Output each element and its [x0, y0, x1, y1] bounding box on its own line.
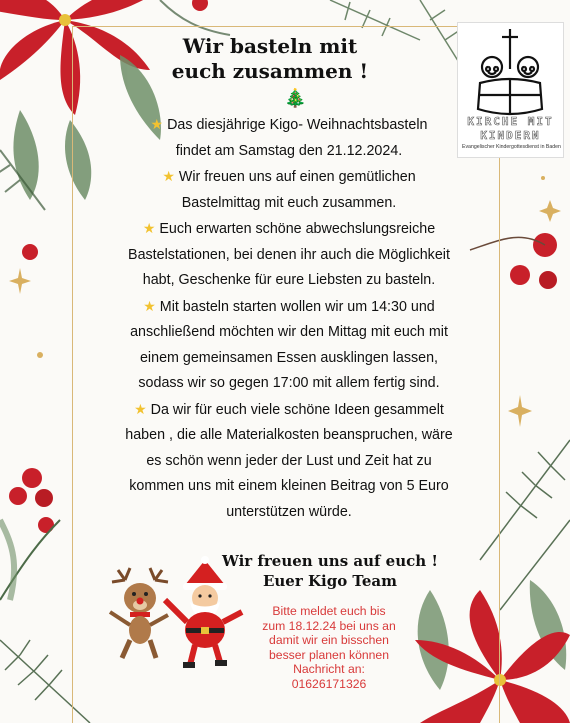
- title-line-2: euch zusammen !: [171, 59, 369, 83]
- logo-subtitle: Evangelischer Kindergottesdienst in Baden: [462, 144, 561, 150]
- paragraph-3: [104, 216, 474, 294]
- title-line-1: Wir basteln mit: [182, 34, 358, 58]
- phone-number: 01626171326: [291, 676, 367, 691]
- flyer-title: [120, 34, 420, 84]
- star-icon: ★: [142, 220, 156, 236]
- body-line: kommen uns mit einem kleinen Beitrag von 5 Euro: [129, 478, 449, 494]
- body-line: haben , die alle Materialkosten beanspruchen, wäre: [125, 427, 453, 443]
- paragraph-5: [104, 397, 474, 526]
- closing-greeting: [200, 551, 460, 591]
- body-line: Wir freuen uns auf einen gemütlichen: [178, 169, 416, 185]
- paragraph-2: [104, 164, 474, 216]
- body-line: Das diesjährige Kigo- Weihnachtsbasteln: [167, 117, 428, 133]
- paragraph-4: [104, 294, 474, 397]
- body-line: findet am Samstag den 21.12.2024.: [175, 142, 403, 159]
- closing-line-2: Euer Kigo Team: [262, 572, 398, 590]
- star-icon: ★: [150, 116, 164, 132]
- star-icon: ★: [143, 297, 156, 314]
- body-line: unterstützen würde.: [226, 503, 352, 520]
- closing-line-1: Wir freuen uns auf euch !: [222, 552, 438, 570]
- body-line: einem gemeinsamen Essen ausklingen lassen,: [139, 349, 439, 366]
- rsvp-note: [254, 604, 404, 691]
- star-icon: ★: [134, 400, 147, 417]
- body-line: Da wir für euch viele schöne Ideen gesammelt: [150, 401, 444, 418]
- flyer-body: [104, 112, 474, 525]
- body-line: es schön wenn jeder der Lust und Zeit hat zu: [146, 452, 432, 469]
- star-icon: ★: [162, 168, 175, 184]
- note-line: besser planen können: [269, 647, 389, 662]
- logo-line-2: KINDERN: [480, 129, 541, 142]
- body-line: anschließend möchten wir den Mittag mit euch mit: [130, 324, 448, 340]
- paragraph-1: [104, 112, 474, 164]
- berries-left: [0, 468, 60, 600]
- body-line: habt, Geschenke für eure Liebsten zu basteln.: [142, 272, 436, 288]
- body-line: Bastelstationen, bei denen ihr auch die Möglichkeit: [128, 246, 450, 263]
- logo-line-1: KIRCHE MIT: [467, 115, 554, 128]
- body-line: sodass wir so gegen 17:00 mit allem fertig sind.: [138, 375, 440, 391]
- body-line: Bastelmittag mit euch zusammen.: [181, 194, 397, 211]
- christmas-tree-icon: 🎄: [284, 88, 307, 109]
- note-line: Nachricht an:: [293, 662, 365, 676]
- body-line: Mit basteln starten wollen wir um 14:30 und: [159, 298, 435, 315]
- note-line: Bitte meldet euch bis: [272, 604, 386, 618]
- body-line: Euch erwarten schöne abwechslungsreiche: [159, 221, 436, 237]
- note-line: damit wir ein bisschen: [269, 633, 389, 647]
- note-line: zum 18.12.24 bei uns an: [262, 618, 396, 633]
